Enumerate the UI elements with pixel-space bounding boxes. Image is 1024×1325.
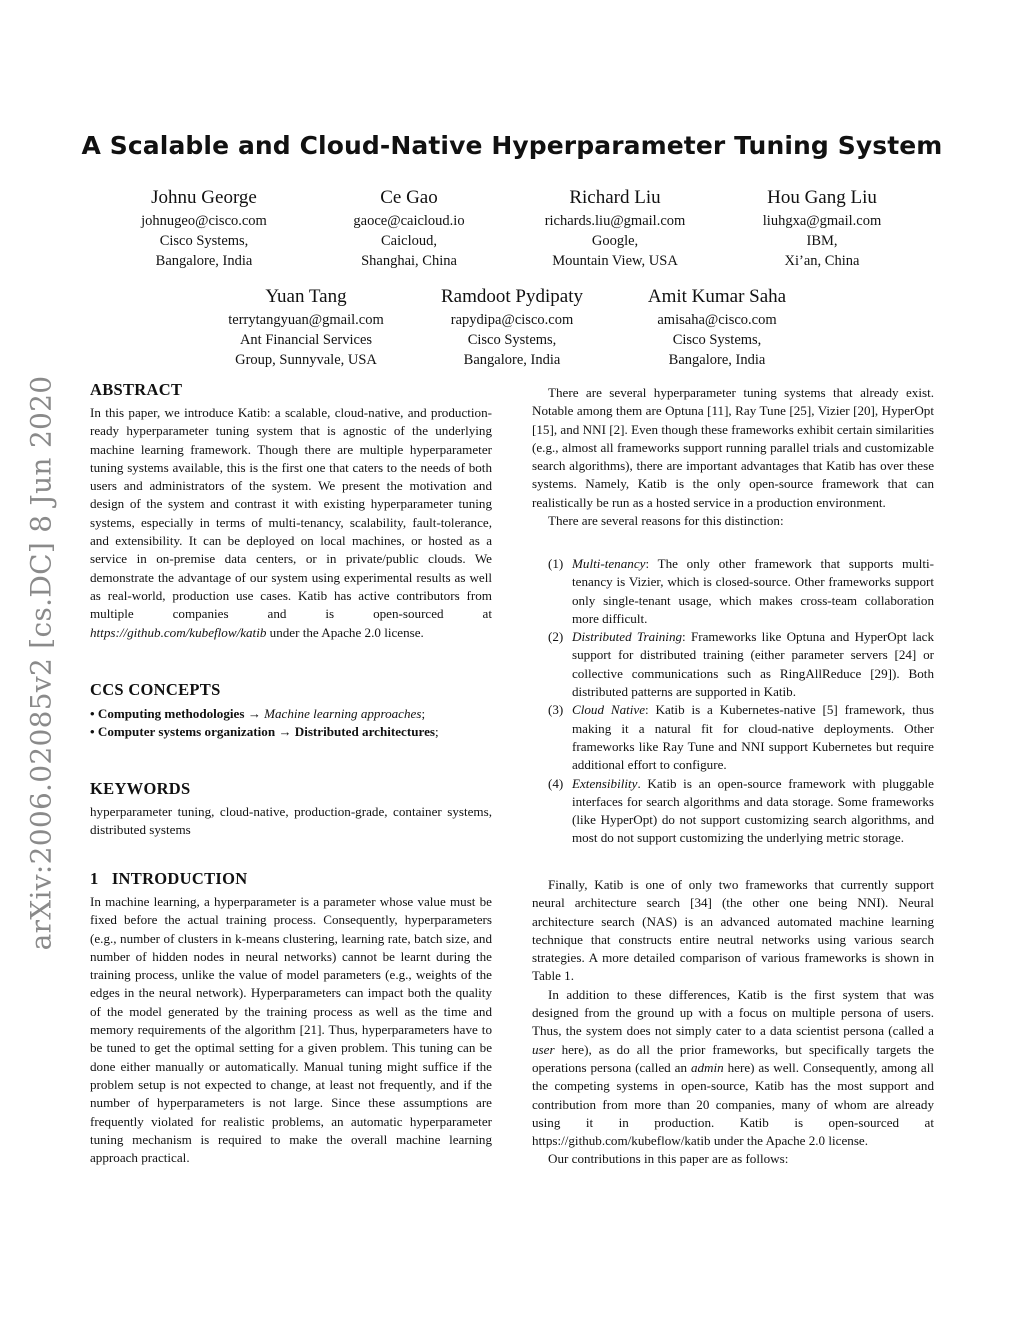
right-column-top: [532, 384, 934, 530]
author-location: Group, Sunnyvale, USA: [235, 352, 377, 368]
term-admin: admin: [690, 1059, 724, 1075]
intro-paragraph: In machine learning, a hyperparameter is a parameter whose value must be fixed before the actual training process. Consequently, hyperparameters (e.g., number of clusters in k-means clustering, learning rate, batch size, and number of hidden nodes in neural networks) cannot be learnt during the training process, unlike the value of model parameters (e.g., weights of the edges in the neural network). Hyperparameters can impact both the quality of the model generated by the training process as well as the time and memory requirements of the algorithm [21]. Thus, hyperparameters have to be tuned to get the optimal setting for a given problem. This tuning can be done either manually or automatically. Manual tuning might suffice if the problem setup is not expected to change, at least not frequently, and if the number of hyperparameters is not large. Since these assumptions are frequently violated for realistic problems, an automatic hyperparameter tuning mechanism is required to make the overall machine learning approach practical.: [90, 894, 492, 1166]
author-location: Bangalore, India: [668, 352, 766, 368]
author-location: Bangalore, India: [463, 352, 561, 368]
paper-title: A Scalable and Cloud-Native Hyperparameter Tuning System: [81, 131, 943, 160]
ccs-item-1-bold: • Computing methodologies: [90, 706, 245, 721]
list-number: (1): [548, 556, 564, 571]
list-item: [532, 775, 934, 848]
paragraph-part: here), as do all the prior frameworks, but specifically targets the operations persona (called an: [532, 1041, 934, 1075]
paragraph: There are several reasons for this distinction:: [548, 513, 784, 529]
list-item: [532, 701, 934, 774]
list-item: [532, 555, 934, 628]
author-name: Amit Kumar Saha: [647, 286, 787, 307]
author-block: [104, 185, 304, 271]
list-number: (3): [548, 702, 564, 718]
author-name: Johnu George: [151, 187, 257, 208]
author-block: [309, 185, 509, 271]
abstract-tail: under the Apache 2.0 license.: [266, 624, 424, 640]
abstract-link: https://github.com/kubeflow/katib: [90, 624, 267, 640]
author-email: amisaha@cisco.com: [657, 312, 777, 328]
ccs-item-1-end: ;: [421, 706, 426, 721]
keywords-text: hyperparameter tuning, cloud-native, production-grade, container systems, distributed systems: [90, 804, 492, 838]
author-affiliation: Ant Financial Services: [239, 332, 373, 348]
list-item: [532, 628, 934, 701]
right-column-bottom: [532, 876, 934, 1169]
paragraph: Finally, Katib is one of only two frameworks that currently support neural architecture search [34] (the other one being NNI). Neural architecture search (NAS) is an advanced automated machine learning technique that constructs entire neutral networks using various search strategies. A more detailed comparison of various frameworks is shown in Table 1.: [532, 877, 934, 984]
author-email: rapydipa@cisco.com: [450, 312, 574, 328]
author-block: [412, 284, 612, 370]
author-affiliation: Caicloud,: [381, 233, 437, 249]
abstract-text: [90, 404, 492, 642]
paragraph: [532, 986, 934, 1151]
author-affiliation: Cisco Systems,: [672, 332, 762, 348]
paragraph-part: In addition to these differences, Katib is the first system that was designed from the ground up with a focus on multiple persona of users. Thus, the system does not simply cater to a data scientist persona (called a: [532, 986, 934, 1039]
list-number: (2): [548, 629, 564, 645]
list-sep: .: [637, 775, 641, 791]
author-block: [617, 284, 817, 370]
author-name: Ce Gao: [380, 187, 438, 208]
intro-text: [90, 893, 492, 1167]
author-affiliation: Cisco Systems,: [467, 332, 557, 348]
paragraph-part: here) as well. Consequently, among all the competing systems in open-source, Katib has the most support and contribution from more than 20 companies, many of whom are already using it in production. Katib is open-sourced at https://github.com/kubeflow/katib under the Apache 2.0 license.: [532, 1059, 934, 1149]
term-user: user: [532, 1041, 555, 1057]
list-text: Frameworks like Optuna and HyperOpt lack support for distributed training (either parameter servers [24] or collective communications such as RingAllReduce [29]). Both distributed patterns are supported in Katib.: [572, 629, 934, 700]
list-sep: :: [682, 629, 686, 645]
author-block: [722, 185, 922, 271]
intro-heading: 1 INTRODUCTION: [90, 869, 248, 888]
author-block: [196, 284, 416, 370]
list-term: Distributed Training: [572, 629, 683, 645]
author-location: Bangalore, India: [155, 253, 253, 269]
author-location: Mountain View, USA: [552, 253, 678, 269]
author-location: Xi’an, China: [784, 253, 860, 269]
ccs-list: [90, 705, 492, 742]
list-term: Cloud Native: [572, 702, 646, 718]
arxiv-stamp: [16, 365, 66, 960]
author-email: richards.liu@gmail.com: [544, 213, 686, 229]
list-sep: :: [645, 702, 649, 718]
arxiv-id: arXiv:2006.02085v2 [cs.DC] 8 Jun 2020: [24, 375, 58, 950]
author-name: Ramdoot Pydipaty: [441, 286, 583, 307]
list-number: (4): [548, 775, 564, 791]
ccs-heading: CCS CONCEPTS: [90, 680, 221, 699]
author-location: Shanghai, China: [361, 253, 457, 269]
author-name: Richard Liu: [569, 187, 661, 208]
list-text: The only other framework that supports multi-tenancy is Vizier, which is closed-source. Other frameworks support only single-tenant usage, which makes cross-team collaboration more difficult.: [572, 556, 934, 626]
keywords-heading: KEYWORDS: [90, 779, 191, 798]
abstract-heading: ABSTRACT: [90, 380, 183, 399]
ccs-arrow: →: [244, 706, 265, 721]
list-term: Extensibility: [572, 775, 638, 791]
list-term: Multi-tenancy: [572, 556, 646, 571]
author-name: Yuan Tang: [265, 286, 347, 307]
author-name: Hou Gang Liu: [767, 187, 877, 208]
ccs-item-1-italic: Machine learning approaches: [264, 706, 422, 721]
author-affiliation: IBM,: [806, 233, 838, 249]
author-affiliation: Google,: [591, 233, 639, 249]
paragraph: Our contributions in this paper are as follows:: [548, 1151, 789, 1167]
paragraph: There are several hyperparameter tuning systems that already exist. Notable among them are Optuna [11], Ray Tune [25], Vizier [20], HyperOpt [15], and NNI [2]. Even though these frameworks exhibit certain similarities (e.g., almost all frameworks support running parallel trials and customizable search algorithms), there are important advantages that Katib has over these systems. Namely, Katib is the only open-source framework that can realistically be run as a hosted service in a production environment.: [532, 385, 934, 510]
list-sep: :: [645, 556, 650, 571]
author-email: johnugeo@cisco.com: [141, 213, 267, 229]
ccs-item-2-end: ;: [435, 724, 439, 740]
author-email: gaoce@caicloud.io: [353, 213, 465, 229]
author-email: terrytangyuan@gmail.com: [228, 312, 384, 328]
author-block: [515, 185, 715, 271]
ccs-item-2-bold: • Computer systems organization → Distributed architectures: [90, 724, 435, 740]
author-affiliation: Cisco Systems,: [159, 233, 249, 249]
author-email: liuhgxa@gmail.com: [762, 213, 882, 229]
abstract-body: In this paper, we introduce Katib: a scalable, cloud-native, and production-ready hyperparameter tuning system that is agnostic of the underlying machine learning framework. Though there are multiple hyperparameter tuning systems available, this is the first one that caters to the needs of both users and administrators of the system. We present the motivation and design of the system and contrast it with existing hyperparameter tuning systems, especially in terms of multi-tenancy, scalability, fault-tolerance, and extensibility. It can be deployed on local machines, or hosted as a service in on-premise data centers, or in private/public clouds. We demonstrate the advantage of our system using experimental results as well as real-world, production use cases. Katib has active contributors from multiple companies and is open-sourced at: [90, 405, 492, 622]
reasons-list: [532, 555, 934, 848]
list-text: Katib is a Kubernetes-native [5] framework, thus making it a natural fit for cloud-native deployments. Other frameworks like Ray Tune and NNI support Kubernetes but require additional effort to configure.: [572, 702, 935, 773]
list-text: Katib is an open-source framework with pluggable interfaces for search algorithms and data storage. Some frameworks (like HyperOpt) do not support customizing search algorithms, and most do not support customizing the underlying metric storage.: [572, 775, 934, 846]
